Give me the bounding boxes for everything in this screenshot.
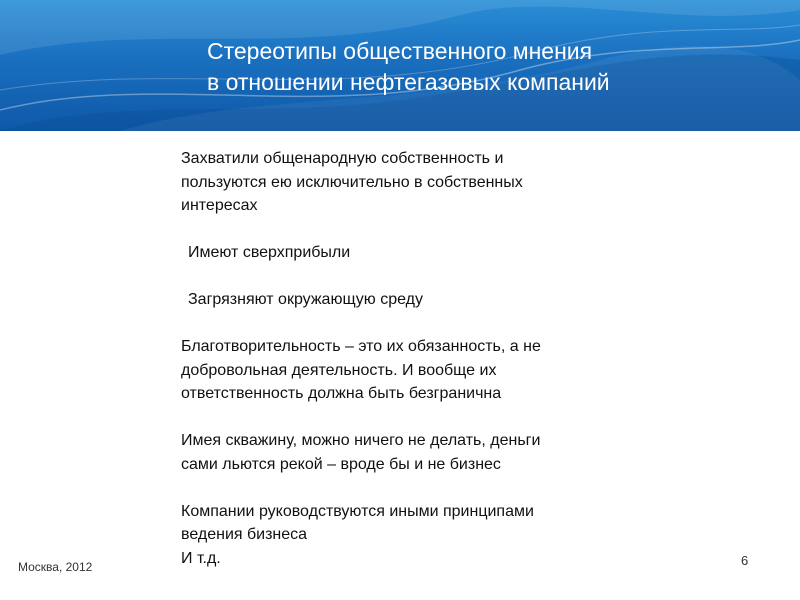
text-line: И т.д. [181,549,221,567]
text-line: Имеют сверхприбыли [188,244,351,261]
text-line: ответственность должна быть безгранична [181,385,502,402]
stereotype-item-4 [181,335,661,406]
text-line: Имея скважину, можно ничего не делать, деньги [181,432,541,449]
page-title [207,36,610,98]
text-line: добровольная деятельность. И вообще их [181,361,497,379]
text-line: Захватили общенародную собственность и [181,150,504,167]
text-line: интересах [181,197,258,214]
stereotype-item-3 [181,288,661,312]
text-line: пользуются ею исключительно в собственных [181,173,523,191]
page-number: 6 [741,553,749,568]
footer-location-year: Москва, 2012 [18,560,93,574]
title-line-2: в отношении нефтегазовых компаний [207,69,610,95]
stereotype-item-2 [181,241,661,265]
text-line: Загрязняют окружающую среду [188,291,424,308]
text-line: Компании руководствуются иными принципами [181,502,534,520]
header-banner [0,0,800,131]
stereotype-item-5 [181,429,661,476]
stereotypes-list [181,147,661,570]
text-line: сами льются рекой – вроде бы и не бизнес [181,455,501,473]
stereotype-item-1 [181,147,661,218]
title-line-1: Стереотипы общественного мнения [207,38,593,64]
stereotype-item-6 [181,500,661,571]
text-line: Благотворительность – это их обязанность, а не [181,338,541,355]
text-line: ведения бизнеса [181,526,308,543]
